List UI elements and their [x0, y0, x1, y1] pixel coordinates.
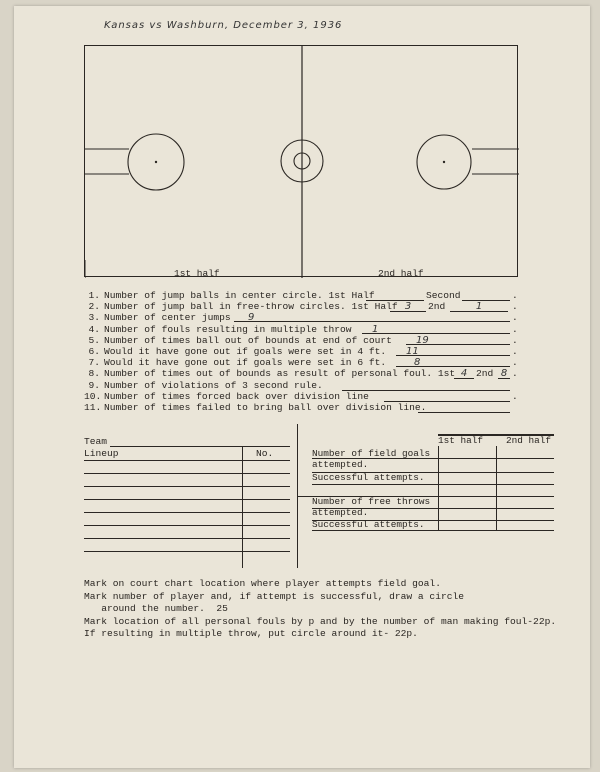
answer-2-second[interactable]: 1	[450, 301, 508, 312]
question-7: 7. Would it have gone out if goals were set in 6 ft. 8 .	[88, 357, 518, 369]
instruction-line: If resulting in multiple throw, put circle around it- 22p.	[84, 628, 418, 640]
team-name-field[interactable]	[110, 436, 290, 447]
second-half-label: 2nd half	[378, 268, 424, 279]
lineup-row[interactable]	[84, 525, 290, 526]
fg-attempted-label-1: Number of field goals	[312, 448, 431, 459]
fg-success-field[interactable]	[312, 484, 554, 485]
instruction-line: Mark location of all personal fouls by p and by the number of man making foul-22p.	[84, 615, 557, 627]
answer-3[interactable]: 9	[234, 312, 510, 322]
instruction-line: Mark on court chart location where player attempts field goal.	[84, 578, 441, 589]
answer-1-first[interactable]	[366, 290, 424, 301]
answer-8-first[interactable]: 4	[454, 368, 474, 379]
ft-success-label: Successful attempts.	[312, 519, 425, 530]
answer-6[interactable]: 11	[396, 346, 510, 356]
stats-col-1st-half: 1st half	[438, 435, 484, 446]
question-6: 6. Would it have gone out if goals were set in 4 ft. 11 .	[88, 345, 518, 357]
game-title: Kansas vs Washburn, December 3, 1936	[104, 20, 343, 31]
lineup-row[interactable]	[84, 538, 290, 539]
lineup-table[interactable]	[84, 460, 290, 560]
answer-9[interactable]	[342, 380, 510, 391]
fg-success-label: Successful attempts.	[312, 472, 425, 483]
answer-1-second[interactable]	[462, 290, 510, 301]
question-2: 2. Number of jump ball in free-throw circles. 1st Half 3 2nd 1 .	[88, 301, 518, 313]
number-label: No.	[256, 448, 274, 459]
first-half-label: 1st half	[174, 268, 220, 279]
question-4: 4. Number of fouls resulting in multiple throw 1 .	[88, 323, 518, 335]
court-chart[interactable]	[84, 45, 518, 277]
lineup-divider	[242, 446, 243, 568]
answer-2-first[interactable]: 3	[390, 301, 426, 312]
lineup-row[interactable]	[84, 486, 290, 487]
instructions	[84, 578, 564, 641]
shooting-stats-table	[298, 428, 554, 562]
answer-4[interactable]: 1	[362, 324, 510, 334]
left-basket-mark	[155, 161, 157, 163]
answer-11[interactable]	[418, 402, 510, 413]
question-3: 3. Number of center jumps 9 .	[88, 312, 518, 324]
question-1: 1. Number of jump balls in center circle. 1st Half Second .	[88, 290, 518, 301]
question-5: 5. Number of times ball out of bounds at end of court 19 .	[88, 334, 518, 346]
team-label: Team	[84, 436, 108, 447]
ft-success-field[interactable]	[312, 530, 554, 531]
question-list	[84, 290, 524, 413]
lineup-row[interactable]	[84, 512, 290, 513]
ft-attempted-label-2: attempted.	[312, 507, 369, 518]
ft-attempted-field[interactable]	[312, 508, 554, 509]
ft-attempted-label-1: Number of free throws	[312, 496, 431, 507]
lineup-row[interactable]	[84, 460, 290, 461]
question-9: 9. Number of violations of 3 second rule.	[84, 380, 524, 391]
lineup-row[interactable]	[84, 551, 290, 552]
lineup-row[interactable]	[84, 473, 290, 474]
lineup-label: Lineup	[84, 448, 119, 459]
question-8: 8. Number of times out of bounds as result of personal foul. 1st 4 2nd 8 .	[88, 368, 518, 380]
instruction-line: Mark number of player and, if attempt is successful, draw a circle	[84, 590, 464, 602]
stats-col-2nd-half: 2nd half	[506, 435, 552, 446]
answer-10[interactable]	[384, 391, 510, 402]
right-basket-mark	[443, 161, 445, 163]
instruction-line: around the number. 25	[84, 603, 228, 615]
question-11: 11. Number of times failed to bring ball over division line.	[84, 402, 524, 413]
question-10: 10. Number of times forced back over division line .	[84, 390, 518, 402]
answer-7[interactable]: 8	[396, 357, 510, 367]
fg-attempted-label-2: attempted.	[312, 459, 369, 470]
fg-attempted-field[interactable]	[312, 458, 554, 459]
lineup-row[interactable]	[84, 499, 290, 500]
court-diagram	[85, 46, 519, 278]
answer-8-second[interactable]: 8	[498, 368, 510, 379]
answer-5[interactable]: 19	[406, 335, 510, 345]
